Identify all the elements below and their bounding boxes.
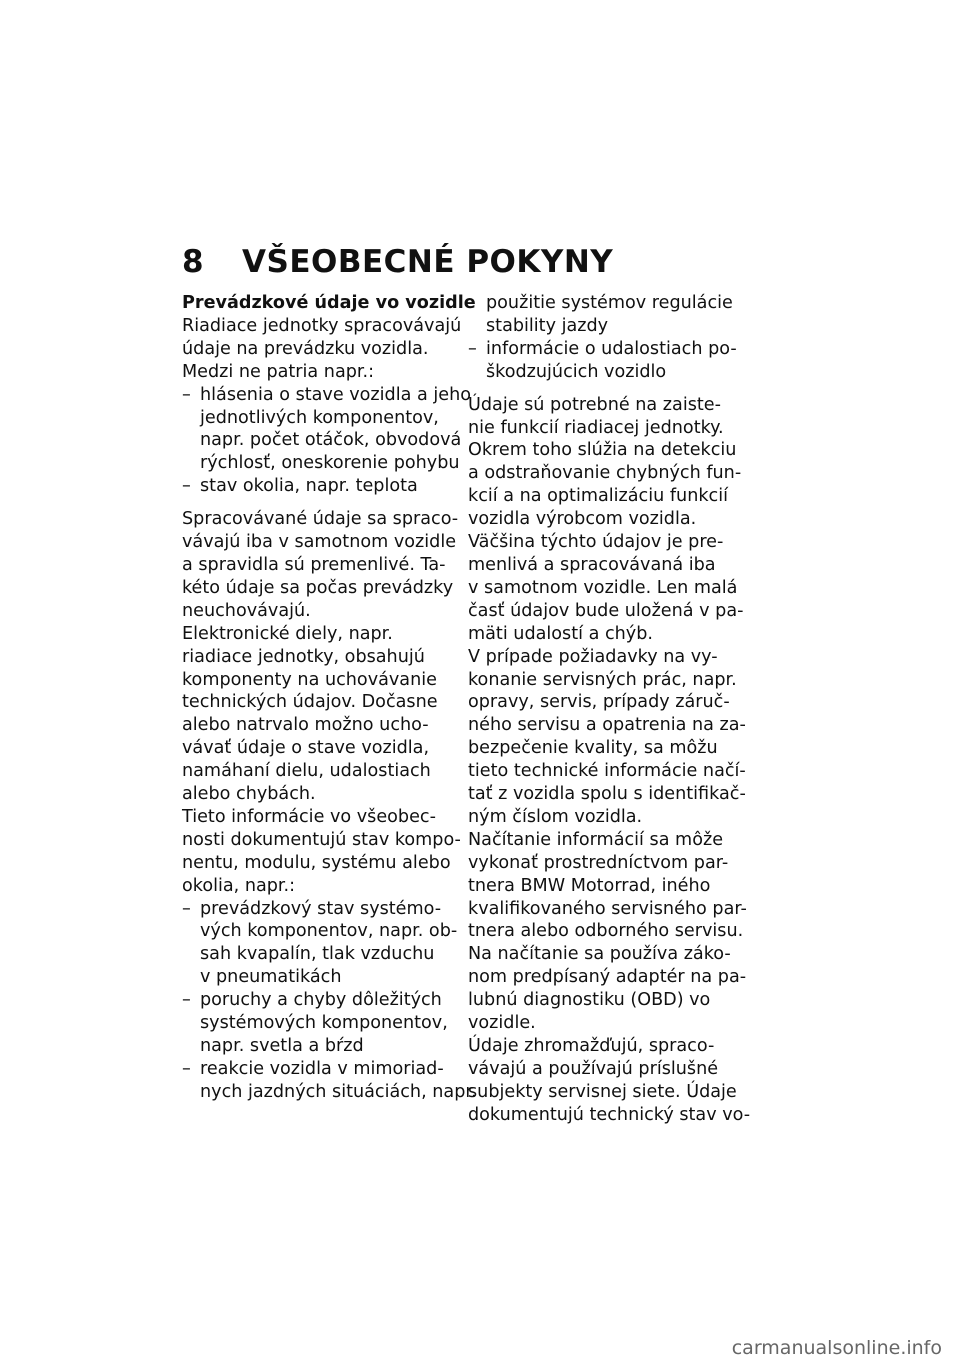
text-line: dokumentujú technický stav vo- <box>468 1104 751 1125</box>
text-line: hlásenia o stave vozidla a jeho <box>200 384 471 405</box>
dash-marker: – <box>182 476 191 497</box>
list-item <box>182 989 454 1058</box>
text-line: kvalifikovaného servisného par- <box>468 898 747 919</box>
text-line: vých komponentov, napr. ob- <box>200 921 458 942</box>
text-line: vávajú iba v samotnom vozidle <box>182 532 457 553</box>
list-item-continuation <box>468 292 740 338</box>
text-line: rýchlosť, oneskorenie pohybu <box>200 453 460 474</box>
text-line: nych jazdných situáciách, napr. <box>200 1081 477 1102</box>
dash-marker: – <box>182 384 191 405</box>
text-line: údaje na prevádzku vozidla. <box>182 338 429 359</box>
text-line: nentu, modulu, systému alebo <box>182 852 451 873</box>
list-item <box>182 475 454 498</box>
text-line: namáhaní dielu, udalostiach <box>182 761 431 782</box>
dash-marker: – <box>182 898 191 919</box>
text-line: použitie systémov regulácie <box>486 293 733 313</box>
text-line: Na načítanie sa používa záko- <box>468 944 731 965</box>
text-line: ným číslom vozidla. <box>468 806 643 827</box>
right-column <box>468 292 751 1127</box>
text-line: napr. svetla a bŕzd <box>200 1036 364 1056</box>
text-line: V prípade požiadavky na vy- <box>468 646 718 667</box>
text-line: systémových komponentov, <box>200 1013 448 1034</box>
text-line: Tieto informácie vo všeobec- <box>182 806 436 827</box>
text-line: tieto technické informácie načí- <box>468 761 746 782</box>
text-line: Riadiace jednotky spracovávajú <box>182 315 462 336</box>
text-line: tnera BMW Motorrad, iného <box>468 875 711 896</box>
text-line: neuchovávajú. <box>182 600 311 621</box>
text-line: kéto údaje sa počas prevádzky <box>182 577 454 598</box>
list-item <box>468 338 740 384</box>
text-line: alebo natrvalo možno ucho- <box>182 715 429 736</box>
text-line: vávať údaje o stave vozidla, <box>182 738 430 759</box>
text-line: napr. počet otáčok, obvodová <box>200 430 462 451</box>
left-column <box>182 292 477 1104</box>
text-line: kcií a na optimalizáciu funkcií <box>468 486 728 507</box>
paragraph <box>182 508 461 897</box>
text-line: Spracovávané údaje sa spraco- <box>182 509 459 530</box>
paragraph <box>468 394 751 1127</box>
list-item <box>182 898 458 990</box>
text-line: alebo chybách. <box>182 784 316 805</box>
dash-marker: – <box>182 990 191 1011</box>
text-line: okolia, napr.: <box>182 875 296 896</box>
text-line: stav okolia, napr. teplota <box>200 476 418 497</box>
text-line: Elektronické diely, napr. <box>182 623 393 644</box>
text-line: stability jazdy <box>486 315 609 336</box>
chapter-title <box>182 244 613 280</box>
text-line: vávajú a používajú príslušné <box>468 1058 719 1079</box>
text-line: nosti dokumentujú stav kompo- <box>182 829 461 850</box>
text-line: Načítanie informácií sa môže <box>468 829 724 850</box>
text-line: v samotnom vozidle. Len malá <box>468 577 738 598</box>
text-line: mäti udalostí a chýb. <box>468 623 653 644</box>
text-line: ného servisu a opatrenia na za- <box>468 715 746 736</box>
watermark: carmanualsonline.info <box>731 1337 942 1359</box>
text-line: konanie servisných prác, napr. <box>468 669 737 690</box>
chapter-title-text: VŠEOBECNÉ POKYNY <box>242 244 614 280</box>
text-line: a odstraňovanie chybných fun- <box>468 463 742 484</box>
section-heading: Prevádzkové údaje vo vozidle <box>182 293 476 313</box>
text-line: komponenty na uchovávanie <box>182 669 437 690</box>
text-line: Medzi ne patria napr.: <box>182 361 375 382</box>
text-line: tať z vozidla spolu s identifikač- <box>468 784 746 805</box>
text-line: reakcie vozidla v mimoriad- <box>200 1058 444 1079</box>
text-line: poruchy a chyby dôležitých <box>200 990 442 1011</box>
text-line: prevádzkový stav systémo- <box>200 898 442 919</box>
chapter-number: 8 <box>182 244 205 280</box>
text-line: sah kvapalín, tlak vzduchu <box>200 944 435 965</box>
text-line: vozidle. <box>468 1013 536 1034</box>
text-line: nom predpísaný adaptér na pa- <box>468 967 747 988</box>
text-line: Údaje sú potrebné na zaiste- <box>468 394 721 415</box>
text-line: riadiace jednotky, obsahujú <box>182 646 425 667</box>
text-line: a spravidla sú premenlivé. Ta- <box>182 554 446 575</box>
text-line: časť údajov bude uložená v pa- <box>468 600 744 621</box>
text-line: lubnú diagnostiku (OBD) vo <box>468 990 711 1011</box>
text-line: jednotlivých komponentov, <box>200 407 439 428</box>
text-line: Okrem toho slúžia na detekciu <box>468 440 737 461</box>
text-line: tnera alebo odborného servisu. <box>468 921 744 942</box>
list-item <box>182 1058 477 1104</box>
text-line: bezpečenie kvality, sa môžu <box>468 738 718 759</box>
text-line: menlivá a spracovávaná iba <box>468 554 716 575</box>
text-line: škodzujúcich vozidlo <box>486 361 667 382</box>
text-line: Väčšina týchto údajov je pre- <box>468 532 724 553</box>
dash-marker: – <box>182 1058 191 1079</box>
text-line: subjekty servisnej siete. Údaje <box>468 1081 737 1102</box>
dash-marker: – <box>468 338 477 359</box>
text-line: opravy, servis, prípady záruč- <box>468 692 730 713</box>
text-line: informácie o udalostiach po- <box>486 338 737 359</box>
text-line: technických údajov. Dočasne <box>182 692 438 713</box>
text-line: nie funkcií riadiacej jednotky. <box>468 417 724 438</box>
list-item <box>182 384 471 476</box>
text-line: v pneumatikách <box>200 967 342 988</box>
text-line: Údaje zhromažďujú, spraco- <box>468 1036 715 1056</box>
text-line: vozidla výrobcom vozidla. <box>468 509 697 530</box>
text-line: vykonať prostredníctvom par- <box>468 852 729 873</box>
